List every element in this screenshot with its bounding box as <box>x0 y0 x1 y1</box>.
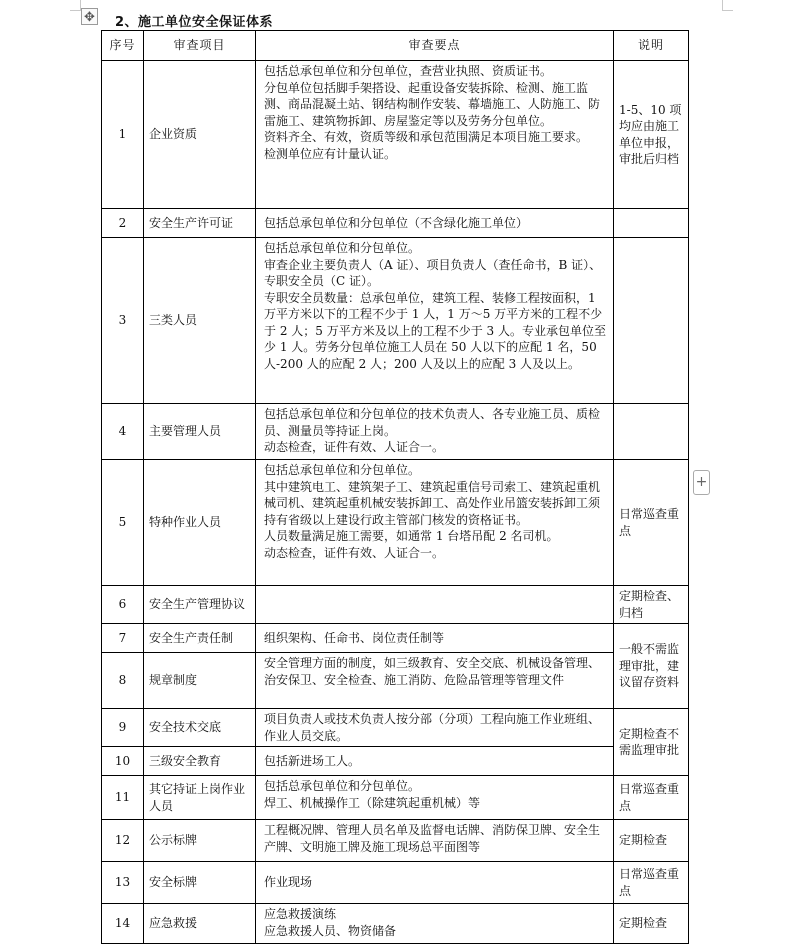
table-row <box>102 653 689 709</box>
row-no: 11 <box>102 776 144 820</box>
row-item: 企业资质 <box>144 61 256 209</box>
row-note <box>614 209 689 238</box>
row-no: 10 <box>102 747 144 776</box>
table-row <box>102 776 689 820</box>
row-no: 9 <box>102 709 144 747</box>
table-row <box>102 747 689 776</box>
row-points <box>256 238 614 404</box>
table-row <box>102 820 689 862</box>
row-points <box>256 624 614 653</box>
row-item: 安全技术交底 <box>144 709 256 747</box>
table-row <box>102 460 689 586</box>
row-note: 定期检查不需监理审批 <box>614 709 689 776</box>
table-row <box>102 404 689 460</box>
row-item: 安全生产责任制 <box>144 624 256 653</box>
row-note: 1-5、10 项均应由施工单位申报，审批后归档 <box>614 61 689 209</box>
point-line: 项目负责人或技术负责人按分部（分项）工程向施工作业班组、作业人员交底。 <box>264 712 601 743</box>
point-line: 检测单位应有计量认证。 <box>264 146 397 161</box>
point-line: 应急救援演练 <box>264 907 337 921</box>
point-line: 资料齐全、有效，资质等级和承包范围满足本项目施工要求。 <box>264 130 589 144</box>
point-line: 包括总承包单位和分包单位。 <box>264 463 421 477</box>
point-line: 包括总承包单位和分包单位，查营业执照、资质证书。 <box>264 64 553 78</box>
table-header-row <box>102 31 689 61</box>
table-move-handle-icon[interactable]: ✥ <box>81 8 98 25</box>
header-points: 审查要点 <box>256 31 614 61</box>
row-item: 安全标牌 <box>144 862 256 904</box>
row-no: 6 <box>102 586 144 624</box>
point-line: 包括总承包单位和分包单位的技术负责人、各专业施工员、质检员、测量员等持证上岗。 <box>264 407 601 438</box>
row-no: 12 <box>102 820 144 862</box>
row-points <box>256 209 614 238</box>
table-row <box>102 238 689 404</box>
point-line: 其中建筑电工、建筑架子工、建筑起重信号司索工、建筑起重机械司机、建筑起重机械安装拆卸工、高处作业吊篮安装拆卸工须持有省级以上建设行政主管部门核发的资格证书。 <box>264 479 601 527</box>
row-points <box>256 820 614 862</box>
point-line: 作业现场 <box>264 875 313 890</box>
row-no: 2 <box>102 209 144 238</box>
row-no: 14 <box>102 904 144 944</box>
row-no: 1 <box>102 61 144 209</box>
point-line: 工程概况牌、管理人员名单及监督电话牌、消防保卫牌、安全生产牌、文明施工牌及施工现场总平面图等 <box>264 823 601 854</box>
row-note <box>614 238 689 404</box>
row-item: 主要管理人员 <box>144 404 256 460</box>
row-note: 定期检查 <box>614 904 689 944</box>
row-no: 13 <box>102 862 144 904</box>
row-item: 其它持证上岗作业人员 <box>144 776 256 820</box>
row-no: 3 <box>102 238 144 404</box>
row-points <box>256 747 614 776</box>
point-line: 应急救援人员、物资储备 <box>264 923 397 938</box>
row-points <box>256 776 614 820</box>
header-item: 审查项目 <box>144 31 256 61</box>
row-note: 定期检查、归档 <box>614 586 689 624</box>
row-item: 安全生产管理协议 <box>144 586 256 624</box>
row-note: 日常巡查重点 <box>614 460 689 586</box>
row-item: 三类人员 <box>144 238 256 404</box>
point-line: 分包单位包括脚手架搭设、起重设备安装拆除、检测、施工监测、商品混凝土站、钢结构制作安装、幕墙施工、人防施工、防雷施工、建筑物拆卸、房屋鉴定等以及劳务分包单位。 <box>264 80 601 128</box>
row-points <box>256 862 614 904</box>
row-item: 公示标牌 <box>144 820 256 862</box>
row-points <box>256 709 614 747</box>
row-points <box>256 653 614 709</box>
row-note <box>614 404 689 460</box>
table-row <box>102 209 689 238</box>
point-line: 包括总承包单位和分包单位。 <box>264 779 421 793</box>
table-row <box>102 61 689 209</box>
row-note: 日常巡查重点 <box>614 776 689 820</box>
table-row <box>102 624 689 653</box>
row-item: 规章制度 <box>144 653 256 709</box>
point-line: 包括新进场工人。 <box>264 753 361 768</box>
point-line: 审查企业主要负责人（A 证）、项目负责人（查任命书，B 证）、专职安全员（C 证）。 <box>264 257 602 288</box>
table-row <box>102 586 689 624</box>
crop-mark-top-left <box>70 0 81 11</box>
point-line: 专职安全员数量：总承包单位，建筑工程、装修工程按面积，1 万平方米以下的工程不少于 1 人，1 万～5 万平方米的工程不少于 2 人；5 万平方米及以上的工程不少于 3 人。专业承包单位至少 1 人。劳务分包单位施工人员在 50 人以下的应配 1 名，50 人-200 人的应配 2 人；200 人及以上的应配 3 人及以上。 <box>264 290 606 371</box>
point-line: 包括总承包单位和分包单位（不含绿化施工单位） <box>264 215 529 230</box>
row-item: 安全生产许可证 <box>144 209 256 238</box>
header-no: 序号 <box>102 31 144 61</box>
section-title: 2、施工单位安全保证体系 <box>115 15 274 30</box>
row-note: 一般不需监理审批，建议留存资料 <box>614 624 689 709</box>
add-column-button[interactable]: + <box>693 470 710 495</box>
point-line: 安全管理方面的制度，如三级教育、安全交底、机械设备管理、治安保卫、安全检查、施工消防、危险品管理等管理文件 <box>264 656 601 687</box>
crop-mark-top-right <box>722 0 733 11</box>
row-no: 5 <box>102 460 144 586</box>
point-line: 包括总承包单位和分包单位。 <box>264 241 421 255</box>
table-row <box>102 862 689 904</box>
point-line: 动态检查，证件有效、人证合一。 <box>264 440 445 454</box>
row-item: 特种作业人员 <box>144 460 256 586</box>
point-line: 人员数量满足施工需要，如通常 1 台塔吊配 2 名司机。 <box>264 529 559 543</box>
row-item: 三级安全教育 <box>144 747 256 776</box>
review-table <box>101 30 689 944</box>
row-note: 定期检查 <box>614 820 689 862</box>
row-no: 7 <box>102 624 144 653</box>
point-line: 焊工、机械操作工（除建筑起重机械）等 <box>264 795 481 810</box>
row-item: 应急救援 <box>144 904 256 944</box>
row-no: 4 <box>102 404 144 460</box>
row-points <box>256 460 614 586</box>
row-points <box>256 404 614 460</box>
point-line: 动态检查，证件有效、人证合一。 <box>264 545 445 560</box>
header-note: 说明 <box>614 31 689 61</box>
table-row <box>102 709 689 747</box>
row-note: 日常巡查重点 <box>614 862 689 904</box>
row-no: 8 <box>102 653 144 709</box>
row-points <box>256 586 614 624</box>
row-points <box>256 61 614 209</box>
point-line: 组织架构、任命书、岗位责任制等 <box>264 630 445 645</box>
